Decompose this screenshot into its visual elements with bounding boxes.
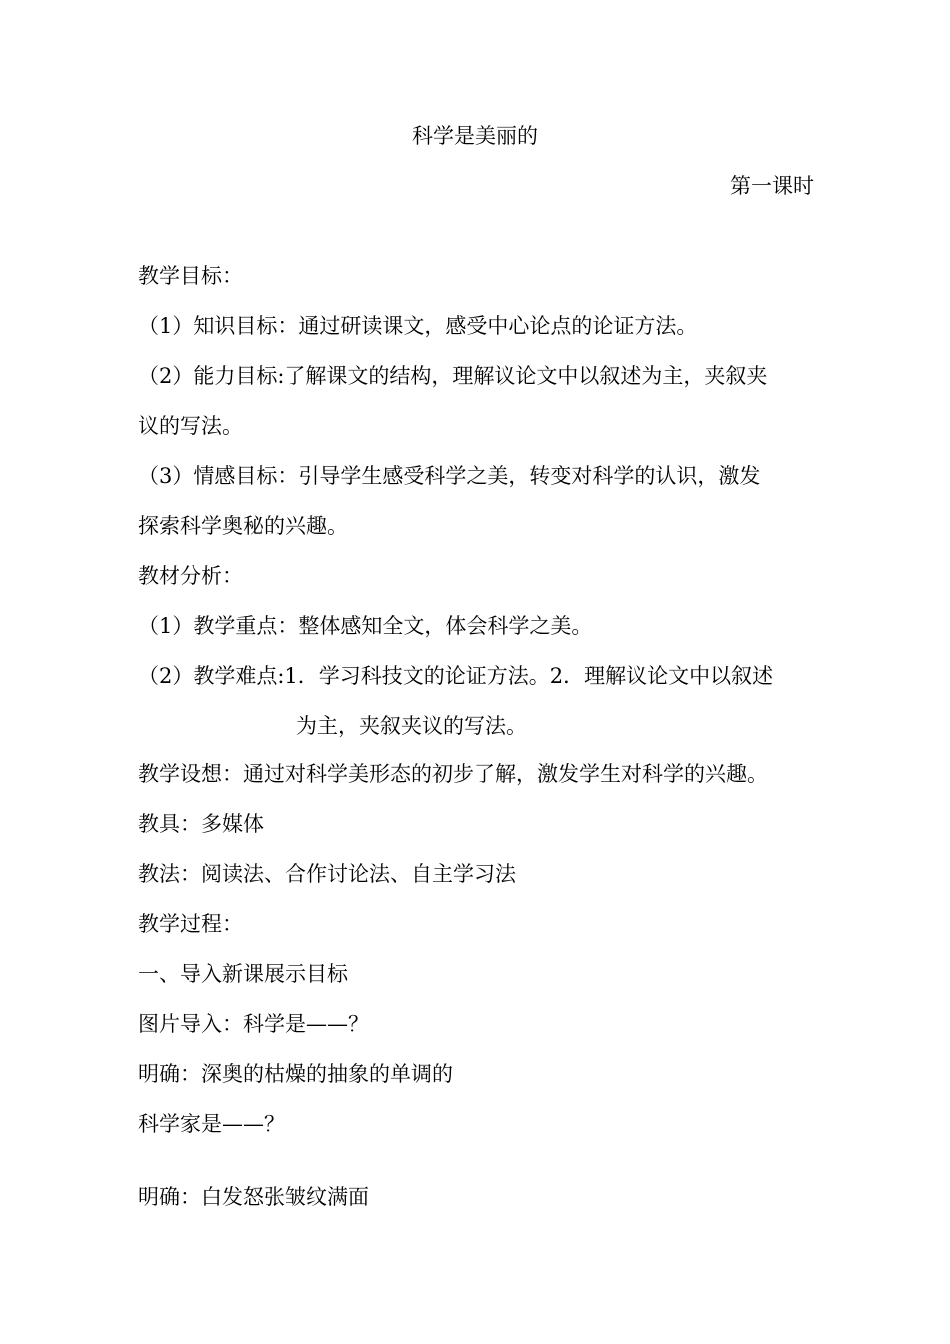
objectives-heading: 教学目标： (138, 264, 243, 288)
clarify-science: 明确：深奥的枯燥的抽象的单调的 (138, 1062, 453, 1086)
clarify-scientist: 明确：白发怒张皱纹满面 (138, 1185, 369, 1209)
step-one: 一、导入新课展示目标 (138, 962, 348, 986)
analysis-difficulty-line1: （2）教学难点:1．学习科技文的论证方法。2．理解议论文中以叙述 (138, 664, 774, 688)
teaching-tools: 教具：多媒体 (138, 812, 264, 836)
objective-knowledge: （1）知识目标：通过研读课文，感受中心论点的论证方法。 (138, 314, 698, 338)
teaching-methods: 教法：阅读法、合作讨论法、自主学习法 (138, 862, 516, 886)
objective-emotion-line1: （3）情感目标：引导学生感受科学之美，转变对科学的认识，激发 (138, 464, 761, 488)
analysis-key-point: （1）教学重点：整体感知全文，体会科学之美。 (138, 614, 593, 638)
document-title: 科学是美丽的 (412, 124, 538, 148)
picture-intro: 图片导入：科学是——？ (138, 1012, 369, 1036)
process-heading: 教学过程： (138, 912, 243, 936)
scientist-question: 科学家是——？ (138, 1112, 285, 1136)
objective-ability-line1: （2）能力目标:了解课文的结构，理解议论文中以叙述为主，夹叙夹 (138, 364, 768, 388)
lesson-period: 第一课时 (730, 174, 814, 198)
teaching-design: 教学设想：通过对科学美形态的初步了解，激发学生对科学的兴趣。 (138, 762, 768, 786)
analysis-heading: 教材分析： (138, 564, 243, 588)
objective-emotion-line2: 探索科学奥秘的兴趣。 (138, 514, 348, 538)
analysis-difficulty-line2: 为主，夹叙夹议的写法。 (296, 714, 527, 738)
objective-ability-line2: 议的写法。 (138, 414, 243, 438)
